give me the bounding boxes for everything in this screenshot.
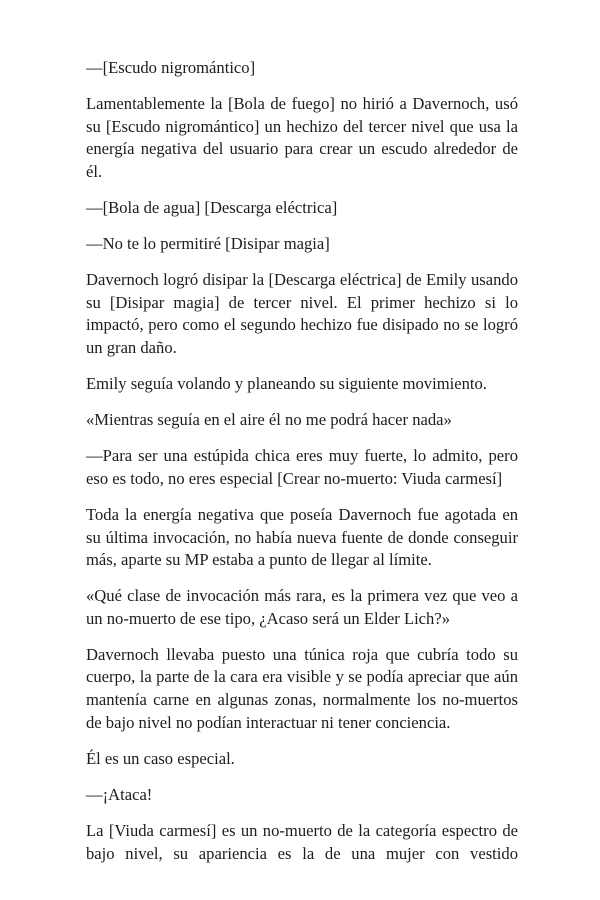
- dialogue-line: —¡Ataca!: [86, 784, 153, 804]
- dialogue-line: —No te lo permitiré [Disipar magia]: [86, 234, 330, 254]
- narration-paragraph: Toda la energía negativa que poseía Davernoch fue agotada en su última invocación, no había nueva fuente de donde conseguir más, aparte su MP estaba a punto de llegar al límite.: [86, 504, 518, 570]
- book-page: [86, 57, 518, 879]
- dialogue-line: —Para ser una estúpida chica eres muy fuerte, lo admito, pero eso es todo, no eres especial [Crear no-muerto: Viuda carmesí]: [86, 446, 518, 488]
- narration-paragraph: Davernoch logró disipar la [Descarga eléctrica] de Emily usando su [Disipar magia] de tercer nivel. El primer hechizo si lo impactó, pero como el segundo hechizo fue disipado no se logró un gran daño.: [86, 270, 518, 357]
- thought-line: «Mientras seguía en el aire él no me podrá hacer nada»: [86, 410, 452, 430]
- narration-paragraph: Davernoch llevaba puesto una túnica roja que cubría todo su cuerpo, la parte de la cara era visible y se podía apreciar que aún mantenía carne en algunas zonas, normalmente los no-muertos de bajo nivel no podían interactuar ni tener conciencia.: [86, 644, 518, 732]
- thought-line: «Qué clase de invocación más rara, es la primera vez que veo a un no-muerto de ese tipo, ¿Acaso será un Elder Lich?»: [86, 586, 518, 628]
- narration-paragraph: Emily seguía volando y planeando su siguiente movimiento.: [86, 374, 487, 394]
- dialogue-line: —[Bola de agua] [Descarga eléctrica]: [86, 197, 338, 217]
- narration-paragraph: Lamentablemente la [Bola de fuego] no hirió a Davernoch, usó su [Escudo nigromántico] un hechizo del tercer nivel que usa la energía negativa del usuario para crear un escudo alrededor de él.: [86, 94, 518, 181]
- dialogue-line: —[Escudo nigromántico]: [86, 58, 256, 77]
- narration-paragraph: La [Viuda carmesí] es un no-muerto de la categoría espectro de bajo nivel, su apariencia es la de una mujer con vestido: [86, 820, 518, 863]
- narration-paragraph: Él es un caso especial.: [86, 748, 235, 768]
